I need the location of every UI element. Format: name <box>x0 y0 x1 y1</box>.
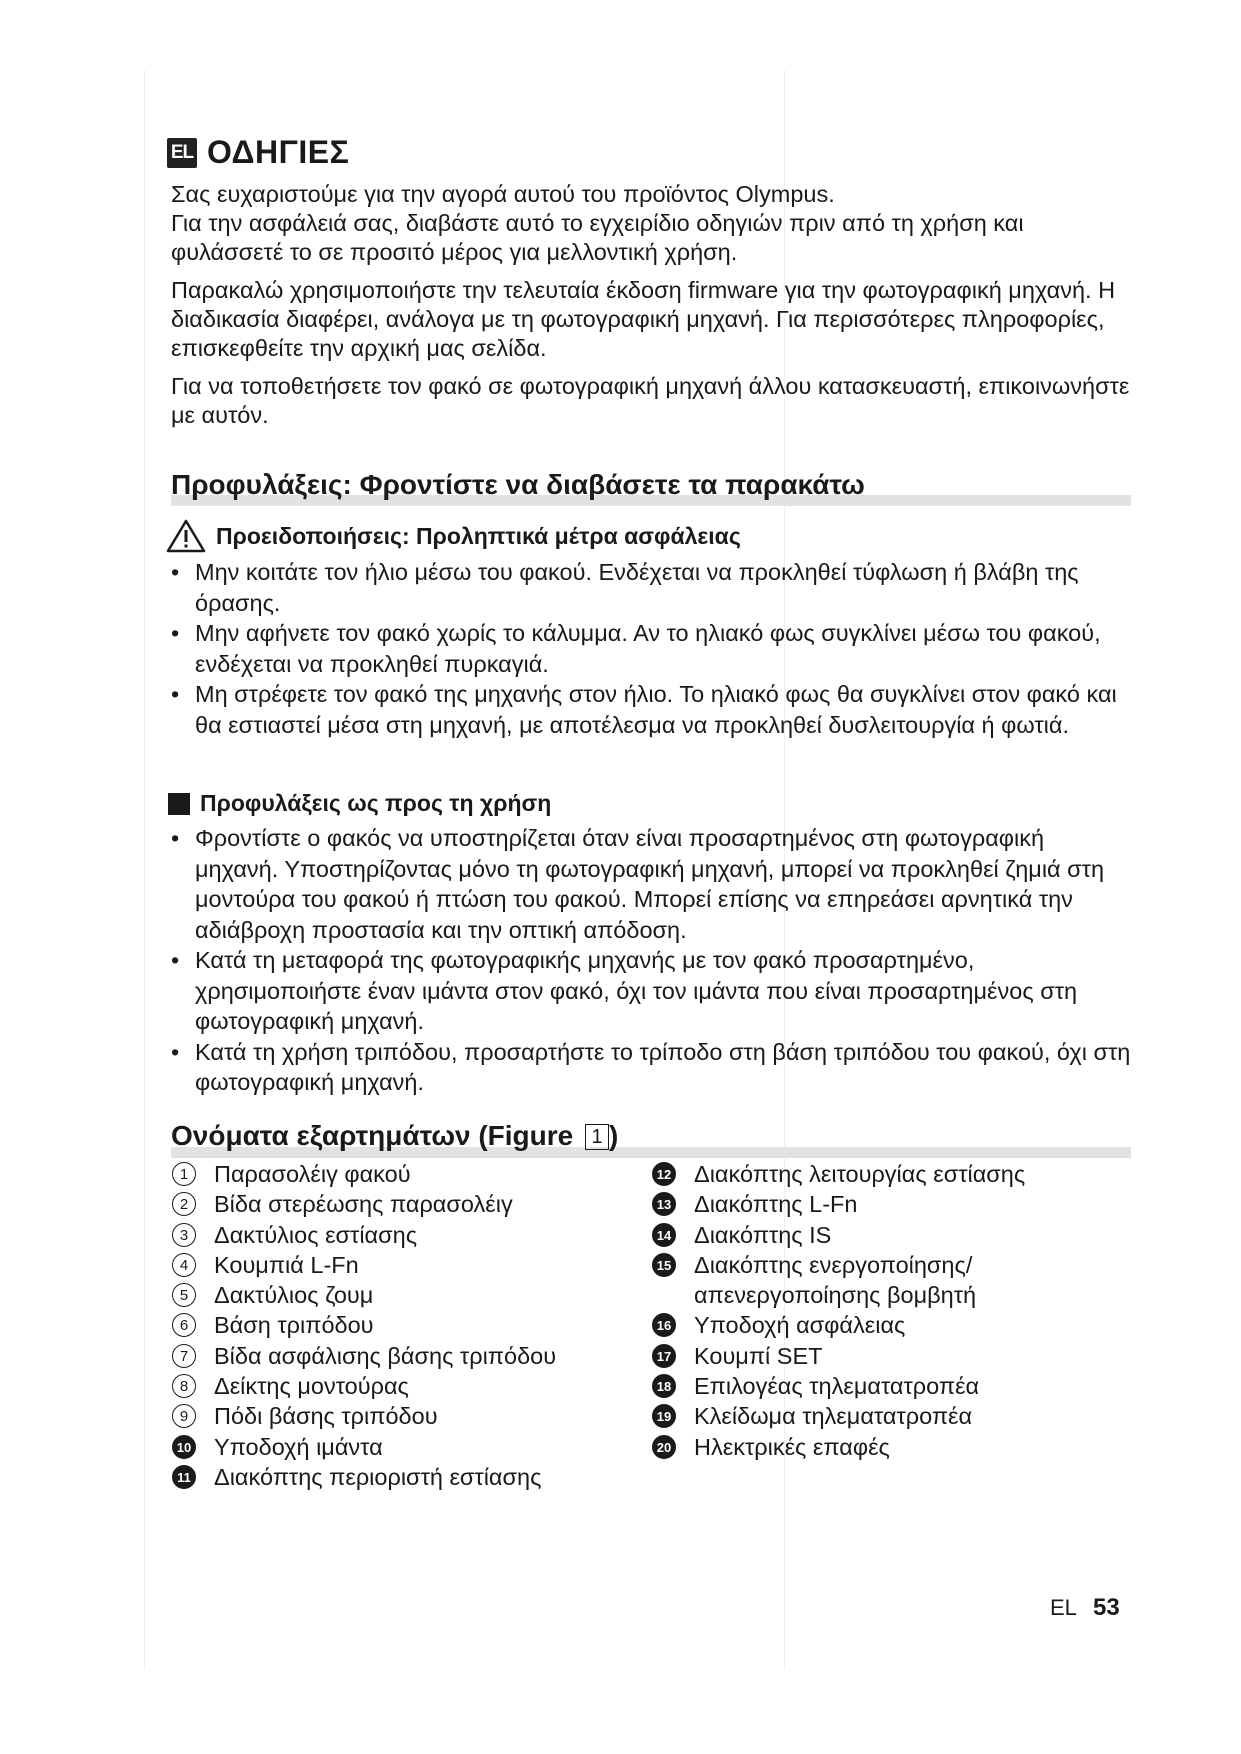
part-item <box>172 1371 642 1401</box>
part-item <box>172 1310 642 1340</box>
intro-text <box>171 180 1131 439</box>
list-item: • Μην κοιτάτε τον ήλιο μέσω του φακού. Ενδέχεται να προκληθεί τύφλωση ή βλάβη της όρασης. <box>171 557 1131 618</box>
part-number: 16 <box>652 1313 676 1337</box>
part-number: 7 <box>172 1344 196 1368</box>
part-label: Επιλογέας τηλεματατροπέα <box>694 1373 980 1400</box>
part-label: Βάση τριπόδου <box>214 1312 374 1339</box>
part-item <box>172 1341 642 1371</box>
part-number: 12 <box>652 1162 676 1186</box>
list-item: • Κατά τη μεταφορά της φωτογραφικής μηχανής με τον φακό προσαρτημένο, χρησιμοποιήστε έναν ιμάντα στον φακό, όχι τον ιμάντα που είναι προσαρτημένος στη φωτογραφική μηχανή. <box>171 945 1131 1037</box>
part-number: 6 <box>172 1313 196 1337</box>
part-item <box>652 1250 1132 1311</box>
part-number: 2 <box>172 1192 196 1216</box>
list-item: • Μην αφήνετε τον φακό χωρίς το κάλυμμα. Αν το ηλιακό φως συγκλίνει μέσω του φακού, ενδέχεται να προκληθεί πυρκαγιά. <box>171 618 1131 679</box>
part-label: Διακόπτης ενεργοποίησης/ απενεργοποίησης βομβητή <box>694 1251 977 1309</box>
part-label: Κλείδωμα τηλεματατροπέα <box>694 1403 973 1430</box>
part-item <box>172 1432 642 1462</box>
part-number: 14 <box>652 1223 676 1247</box>
parts-list-left <box>172 1159 642 1492</box>
part-number: 8 <box>172 1374 196 1398</box>
warnings-heading-text: Προειδοποιήσεις: Προληπτικά μέτρα ασφάλειας <box>216 522 741 549</box>
part-label: Διακόπτης λειτουργίας εστίασης <box>694 1161 1026 1187</box>
precautions-heading: Προφυλάξεις: Φροντίστε να διαβάσετε τα παρακάτω <box>171 469 1131 501</box>
part-item <box>652 1310 1132 1340</box>
part-label: Δείκτης μοντούρας <box>214 1373 409 1400</box>
part-number: 10 <box>172 1435 196 1459</box>
part-number: 5 <box>172 1283 196 1307</box>
intro-paragraph: Για να τοποθετήσετε τον φακό σε φωτογραφική μηχανή άλλου κατασκευαστή, επικοινωνήστε με αυτόν. <box>171 373 1130 428</box>
list-item: • Κατά τη χρήση τριπόδου, προσαρτήστε το τρίποδο στη βάση τριπόδου του φακού, όχι στη φωτογραφική μηχανή. <box>171 1037 1131 1098</box>
warnings-heading <box>166 519 741 553</box>
warnings-list <box>171 557 1131 740</box>
part-item <box>652 1432 1132 1462</box>
scan-edge-left <box>144 70 145 1670</box>
intro-paragraph: Σας ευχαριστούμε για την αγορά αυτού του προϊόντος Olympus. <box>171 181 835 207</box>
usage-heading <box>168 790 551 817</box>
part-label: Κουμπιά L-Fn <box>214 1251 359 1278</box>
usage-list <box>171 823 1131 1098</box>
footer-language: EL <box>1050 1595 1077 1620</box>
part-number: 1 <box>172 1162 196 1186</box>
part-label: Υποδοχή ασφάλειας <box>694 1312 906 1339</box>
part-label: Υποδοχή ιμάντα <box>214 1433 383 1460</box>
page-number: 53 <box>1093 1594 1120 1621</box>
square-bullet-icon <box>168 793 190 815</box>
title-text: ΟΔΗΓΙΕΣ <box>207 134 350 170</box>
part-item <box>652 1341 1132 1371</box>
part-label: Διακόπτης περιοριστή εστίασης <box>214 1463 542 1490</box>
list-item: • Μη στρέφετε τον φακό της μηχανής στον ήλιο. Το ηλιακό φως θα συγκλίνει στον φακό και θα εστιαστεί μέσα στη μηχανή, με αποτέλεσμα να προκληθεί δυσλειτουργία ή φωτιά. <box>171 679 1131 740</box>
part-number: 15 <box>652 1253 676 1277</box>
page-footer <box>1050 1594 1120 1622</box>
part-label: Βίδα στερέωσης παρασολέιγ <box>214 1191 513 1218</box>
part-label: Δακτύλιος εστίασης <box>214 1221 418 1248</box>
part-number: 20 <box>652 1435 676 1459</box>
part-number: 17 <box>652 1344 676 1368</box>
part-number: 11 <box>172 1465 196 1489</box>
part-item <box>172 1462 642 1492</box>
usage-heading-text: Προφυλάξεις ως προς τη χρήση <box>200 790 552 816</box>
parts-heading: Ονόματα εξαρτημάτων (Figure 1 ) <box>171 1120 1131 1152</box>
part-number: 4 <box>172 1253 196 1277</box>
part-item <box>652 1159 1132 1189</box>
part-item <box>172 1189 642 1219</box>
part-label: Διακόπτης IS <box>694 1221 832 1248</box>
page-title <box>167 134 349 171</box>
part-label: Δακτύλιος ζουμ <box>214 1282 374 1309</box>
part-number: 9 <box>172 1404 196 1428</box>
part-item <box>172 1280 642 1310</box>
part-item <box>652 1189 1132 1219</box>
part-label: Ηλεκτρικές επαφές <box>694 1433 890 1460</box>
part-number: 3 <box>172 1223 196 1247</box>
part-item <box>172 1250 642 1280</box>
part-number: 19 <box>652 1404 676 1428</box>
parts-list-right <box>652 1159 1132 1462</box>
part-item <box>652 1220 1132 1250</box>
parts-heading-text: Ονόματα εξαρτημάτων (Figure <box>171 1120 582 1151</box>
list-item: • Φροντίστε ο φακός να υποστηρίζεται όταν είναι προσαρτημένος στη φωτογραφική μηχανή. Υποστηρίζοντας μόνο τη φωτογραφική μηχανή, μπορεί να προκληθεί ζημιά στη μοντούρα του φακού ή πτώση του φακού. Μπορεί επίσης να επηρεάσει αρνητικά την αδιάβροχη προστασία και την οπτική απόδοση. <box>171 823 1131 945</box>
part-label: Διακόπτης L-Fn <box>694 1191 858 1218</box>
intro-paragraph: Για την ασφάλειά σας, διαβάστε αυτό το εγχειρίδιο οδηγιών πριν από τη χρήση και φυλάσσετέ το σε προσιτό μέρος για μελλοντική χρήση. <box>171 210 1024 265</box>
part-number: 13 <box>652 1192 676 1216</box>
part-item <box>652 1401 1132 1431</box>
part-item <box>652 1371 1132 1401</box>
part-item <box>172 1220 642 1250</box>
part-item <box>172 1159 642 1189</box>
part-label: Βίδα ασφάλισης βάσης τριπόδου <box>214 1342 557 1369</box>
intro-paragraph: Παρακαλώ χρησιμοποιήστε την τελευταία έκδοση firmware για την φωτογραφική μηχανή. Η διαδικασία διαφέρει, ανάλογα με τη φωτογραφική μηχανή. Για περισσότερες πληροφορίες, επισκεφθείτε την αρχική μας σελίδα. <box>171 277 1116 361</box>
warning-triangle-icon <box>166 519 206 553</box>
part-number: 18 <box>652 1374 676 1398</box>
part-item <box>172 1401 642 1431</box>
part-label: Πόδι βάσης τριπόδου <box>214 1403 438 1430</box>
part-label: Κουμπί SET <box>694 1342 823 1369</box>
figure-number-box: 1 <box>585 1124 609 1150</box>
part-label: Παρασολέιγ φακού <box>214 1161 411 1187</box>
language-badge: EL <box>167 138 197 168</box>
